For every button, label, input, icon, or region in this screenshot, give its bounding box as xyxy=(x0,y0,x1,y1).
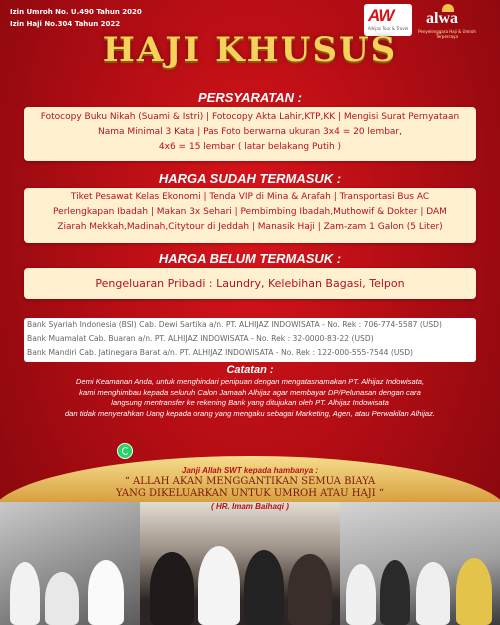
termasuk-line: Perlengkapan Ibadah | Makan 3x Sehari | Pembimbing Ibadah,Muthowif & Dokter | DAM xyxy=(53,207,447,217)
persyaratan-line: 4x6 = 15 lembar ( latar belakang Putih ) xyxy=(158,142,342,152)
alwa-logo-mark: alwa xyxy=(426,10,458,27)
bank-account-mandiri: Bank Mandiri Cab. Jatinegara Barat a/n. PT. ALHIJAZ INDOWISATA - No. Rek : 122-000-555-7544 (USD) xyxy=(27,348,414,357)
bank-account-muamalat: Bank Muamalat Cab. Buaran a/n. PT. ALHIJAZ INDOWISATA - No. Rek : 32-0000-83-22 (USD) xyxy=(27,334,374,343)
page-title: HAJI KHUSUS xyxy=(102,30,398,70)
hadith-quote-line: “ ALLAH AKAN MENGGANTIKAN SEMUA BIAYA xyxy=(124,476,376,487)
permit-umroh: Izin Umroh No. U.490 Tahun 2020 xyxy=(10,8,142,16)
hadith-quote-line: YANG DIKELUARKAN UNTUK UMROH ATAU HAJI “ xyxy=(116,488,384,499)
catatan-heading: Catatan : xyxy=(226,364,274,376)
pilgrims-photo-right xyxy=(340,502,500,625)
alhijaz-logo-mark: AW xyxy=(368,6,394,25)
catatan-line: kami menghimbau kepada seluruh Calon Jamaah Alhijaz agar membayar DP/Pelunasan dengan cara xyxy=(79,387,421,397)
termasuk-line: Ziarah Mekkah,Madinah,Citytour di Jeddah | Manasik Haji | Zam-zam 1 Galon (5 Liter) xyxy=(57,222,443,232)
permit-info xyxy=(10,6,142,30)
catatan-line: dan tidak menyerahkan Uang kepada orang yang mengaku sebagai Marketing, Agen, atau Perwakilan Alhijaz. xyxy=(64,408,436,418)
persyaratan-heading: PERSYARATAN : xyxy=(198,90,302,105)
persyaratan-line: Fotocopy Buku Nikah (Suami & Istri) | Fotocopy Akta Lahir,KTP,KK | Mengisi Surat Pernyataan xyxy=(40,112,460,122)
belum-heading: HARGA BELUM TERMASUK : xyxy=(158,251,342,266)
pilgrims-photo-left xyxy=(0,502,140,625)
catatan-text xyxy=(20,377,480,419)
janji-intro: Janji Allah SWT kepada hambanya : xyxy=(181,466,319,475)
alhijaz-logo-tagline: Alhijaz Tour & Travel xyxy=(367,26,409,31)
permit-haji: Izin Haji No.304 Tahun 2022 xyxy=(10,20,121,28)
persyaratan-box xyxy=(24,107,476,161)
belum-box xyxy=(24,268,476,299)
hadith-source: ( HR. Imam Baihaqi ) xyxy=(211,502,289,511)
termasuk-box xyxy=(24,188,476,243)
termasuk-heading: HARGA SUDAH TERMASUK : xyxy=(158,171,342,186)
bank-accounts xyxy=(24,318,476,362)
hadith-quote xyxy=(0,476,500,500)
alwa-logo-tagline: Penyelenggara Haji & Umroh Terpercaya xyxy=(418,29,476,39)
catatan-line: langsung mentransfer ke rekening Bank yang ditujukan oleh PT. Alhijaz Indowisata xyxy=(111,398,389,408)
persyaratan-line: Nama Minimal 3 Kata | Pas Foto berwarna ukuran 3x4 = 20 lembar, xyxy=(97,127,402,137)
belum-text: Pengeluaran Pribadi : Laundry, Kelebihan Bagasi, Telpon xyxy=(95,277,405,290)
bank-account-bsi: Bank Syariah Indonesia (BSI) Cab. Dewi Sartika a/n. PT. ALHIJAZ INDOWISATA - No. Rek : 706-774-5587 (USD) xyxy=(27,320,442,329)
catatan-line: Demi Keamanan Anda, untuk menghindari penipuan dengan mengatasnamakan PT. Alhijaz Indowisata, xyxy=(75,377,425,386)
termasuk-line: Tiket Pesawat Kelas Ekonomi | Tenda VIP di Mina & Arafah | Transportasi Bus AC xyxy=(70,192,430,202)
pilgrims-photo-center xyxy=(140,502,340,625)
